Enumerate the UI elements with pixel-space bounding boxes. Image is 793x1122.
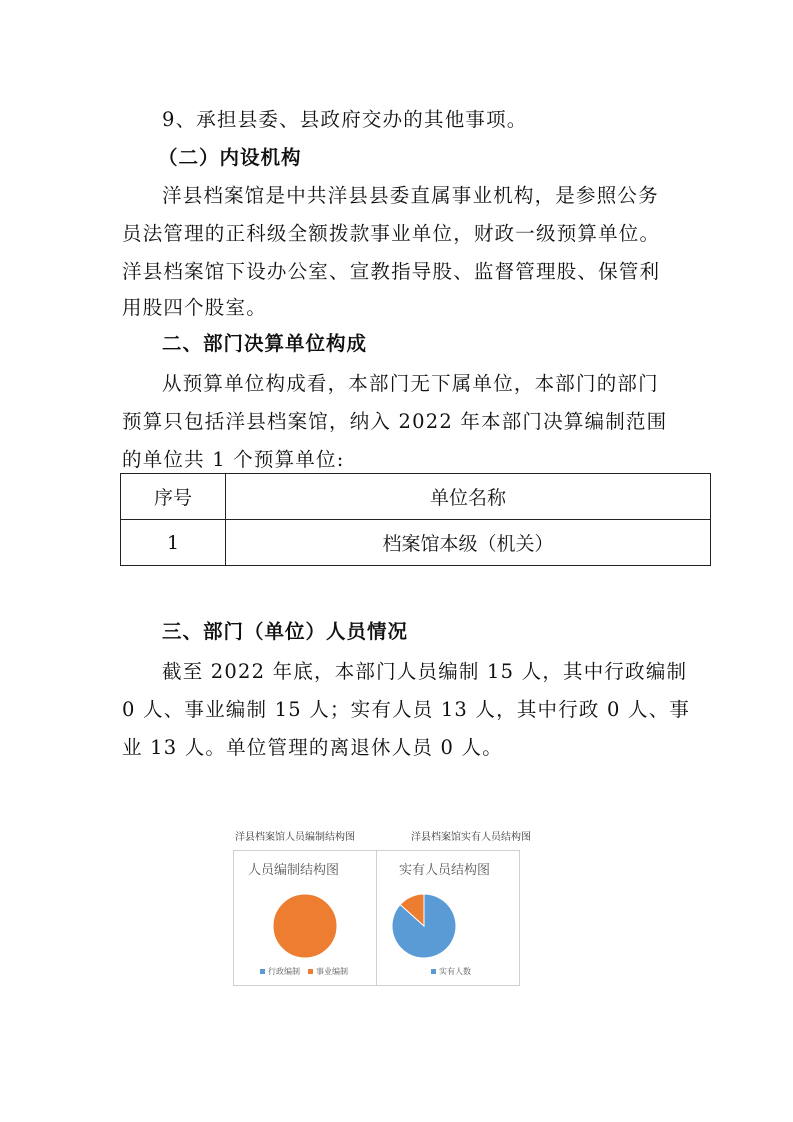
chart1-panel [233, 850, 377, 986]
chart1-slice-1 [273, 894, 337, 958]
legend-swatch-orange [308, 969, 313, 974]
cell-unit-name: 档案馆本级（机关） [226, 520, 711, 566]
para-section2-line-1: 从预算单位构成看，本部门无下属单位，本部门的部门 [162, 372, 659, 395]
chart1-title: 人员编制结构图 [248, 863, 340, 878]
heading-internal-structure: （二）内设机构 [158, 146, 302, 169]
cell-seq: 1 [121, 520, 226, 566]
para-internal-line-2: 员法管理的正科级全额拨款事业单位，财政一级预算单位。 [122, 222, 661, 245]
chart1-caption: 洋县档案馆人员编制结构图 [235, 832, 355, 843]
heading-section-2: 二、部门决算单位构成 [162, 332, 368, 355]
chart1-pie [234, 851, 376, 985]
para-section3-line-1: 截至 2022 年底，本部门人员编制 15 人，其中行政编制 [162, 660, 688, 683]
legend-swatch-blue [431, 969, 436, 974]
chart2-title: 实有人员结构图 [399, 863, 491, 878]
chart1-legend-item-1 [308, 966, 348, 977]
chart1-legend-label-1: 事业编制 [316, 967, 348, 976]
para-internal-line-1: 洋县档案馆是中共洋县县委直属事业机构，是参照公务 [162, 184, 659, 207]
unit-table [120, 473, 711, 566]
para-internal-line-4: 用股四个股室。 [122, 296, 267, 319]
para-section3-line-2: 0 人、事业编制 15 人；实有人员 13 人，其中行政 0 人、事 [122, 698, 691, 721]
heading-section-3: 三、部门（单位）人员情况 [162, 620, 409, 643]
chart1-legend-item-0 [260, 966, 300, 977]
chart2-caption: 洋县档案馆实有人员结构图 [411, 832, 531, 843]
table-row [121, 520, 711, 566]
para-section2-line-2: 预算只包括洋县档案馆，纳入 2022 年本部门决算编制范围 [122, 410, 668, 433]
chart2-panel [376, 850, 520, 986]
duty-item-9: 9、承担县委、县政府交办的其他事项。 [162, 108, 528, 131]
header-seq: 序号 [121, 474, 226, 520]
chart2-legend-item-0 [431, 966, 471, 977]
header-unit-name: 单位名称 [226, 474, 711, 520]
chart2-legend-label-0: 实有人数 [439, 967, 471, 976]
chart1-legend [260, 966, 348, 977]
table-header-row [121, 474, 711, 520]
chart2-legend [431, 966, 471, 977]
para-section2-line-3: 的单位共 1 个预算单位: [122, 448, 345, 471]
para-internal-line-3: 洋县档案馆下设办公室、宣教指导股、监督管理股、保管利 [122, 260, 661, 283]
chart1-legend-label-0: 行政编制 [268, 967, 300, 976]
legend-swatch-blue [260, 969, 265, 974]
chart2-pie [377, 851, 519, 985]
para-section3-line-3: 业 13 人。单位管理的离退休人员 0 人。 [122, 736, 503, 759]
staff-structure-figure [233, 828, 549, 984]
